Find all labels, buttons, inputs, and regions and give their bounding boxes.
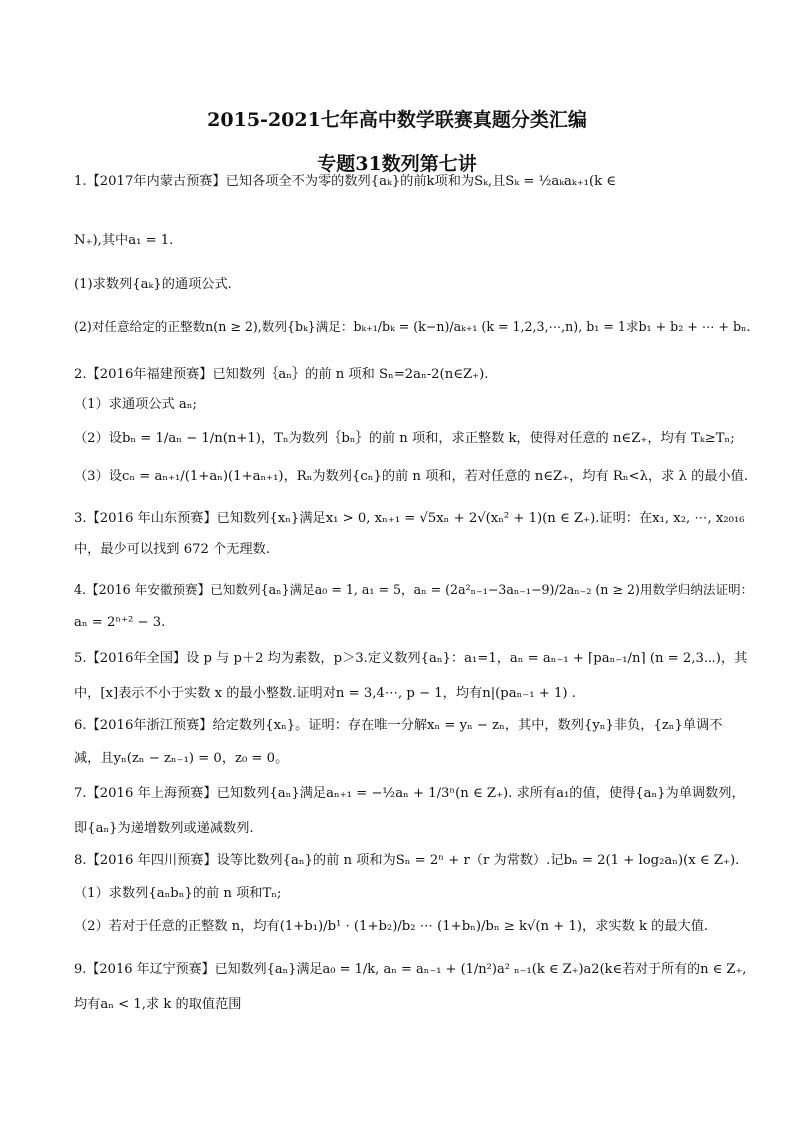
problem-line: 中，最少可以找到 672 个无理数. (74, 542, 270, 557)
problem-line: 减，且yₙ(zₙ − zₙ₋₁) = 0，z₀ = 0。 (74, 751, 289, 766)
document-title: 2015-2021七年高中数学联赛真题分类汇编 (207, 109, 587, 131)
problem-line: 6.【2016年浙江预赛】给定数列{xₙ}。证明：存在唯一分解xₙ = yₙ − zₙ，其中，数列{yₙ}非负，{zₙ}单调不 (74, 718, 723, 733)
problem-line: 9.【2016 年辽宁预赛】已知数列{aₙ}满足a₀ = 1/k, aₙ = aₙ₋₁ + (1/n²)a² ₙ₋₁(k ∈ Z₊)a2(k∈若对于所有的n ∈ Z₊, (74, 962, 747, 977)
problem-line: （2）设bₙ = 1/aₙ − 1/n(n+1)，Tₙ为数列｛bₙ｝的前 n 项和，求正整数 k，使得对任意的 n∈Z₊，均有 Tₖ≥Tₙ; (74, 431, 735, 446)
problem-line: 均有aₙ < 1,求 k 的取值范围 (74, 997, 242, 1012)
problem-line: 即{aₙ}为递增数列或递减数列. (74, 821, 254, 836)
problem-line: (1)求数列{aₖ}的通项公式. (74, 277, 232, 292)
problem-line: （1）求通项公式 aₙ; (74, 397, 197, 412)
problem-line: 1.【2017年内蒙古预赛】已知各项全不为零的数列{aₖ}的前k项和为Sₖ,且Sₖ = ½aₖaₖ₊₁(k ∈ (74, 174, 617, 189)
problem-line: aₙ = 2ⁿ⁺² − 3. (74, 615, 166, 630)
problem-line: N₊),其中a₁ = 1. (74, 233, 174, 248)
problem-line: 2.【2016年福建预赛】已知数列｛aₙ｝的前 n 项和 Sₙ=2aₙ-2(n∈Z₊). (74, 367, 489, 382)
problem-line: 8.【2016 年四川预赛】设等比数列{aₙ}的前 n 项和为Sₙ = 2ⁿ + r（r 为常数）.记bₙ = 2(1 + log₂aₙ)(x ∈ Z₊). (74, 853, 740, 868)
problem-line: 4.【2016 年安徽预赛】已知数列{aₙ}满足a₀ = 1, a₁ = 5，aₙ = (2a²ₙ₋₁−3aₙ₋₁−9)/2aₙ₋₂ (n ≥ 2)用数学归纳法证明： (74, 582, 754, 597)
problem-line: （1）求数列{aₙbₙ}的前 n 项和Tₙ; (74, 886, 282, 901)
problem-line: （3）设cₙ = aₙ₊₁/(1+aₙ)(1+aₙ₊₁)，Rₙ为数列{cₙ}的前 n 项和，若对任意的 n∈Z₊，均有 Rₙ<λ，求 λ 的最小值. (74, 469, 749, 484)
problem-line: (2)对任意给定的正整数n(n ≥ 2),数列{bₖ}满足：bₖ₊₁/bₖ = (k−n)/aₖ₊₁ (k = 1,2,3,⋯,n), b₁ = 1求b₁ + b₂ + ⋯ + bₙ. (74, 319, 751, 334)
problem-line: 3.【2016 年山东预赛】已知数列{xₙ}满足x₁ > 0, xₙ₊₁ = √5xₙ + 2√(xₙ² + 1)(n ∈ Z₊).证明：在x₁, x₂, ⋯, x₂₀₁₆ (74, 511, 745, 526)
problem-line: （2）若对于任意的正整数 n，均有(1+b₁)/b¹ · (1+b₂)/b₂ ⋯ (1+bₙ)/bₙ ≥ k√(n + 1)，求实数 k 的最大值. (74, 919, 709, 934)
problem-line: 5.【2016年全国】设 p 与 p＋2 均为素数，p＞3.定义数列{aₙ}：a₁=1，aₙ = aₙ₋₁ + ⌈paₙ₋₁/n⌉ (n = 2,3⋯)，其 (74, 651, 748, 666)
problem-line: 7.【2016 年上海预赛】已知数列{aₙ}满足aₙ₊₁ = −½aₙ + 1/3ⁿ(n ∈ Z₊). 求所有a₁的值，使得{aₙ}为单调数列， (74, 786, 745, 801)
document-subtitle: 专题31数列第七讲 (317, 153, 477, 175)
problem-line: 中，[x]表示不小于实数 x 的最小整数.证明对n = 3,4⋯, p − 1，均有n|(paₙ₋₁ + 1) . (74, 686, 576, 701)
